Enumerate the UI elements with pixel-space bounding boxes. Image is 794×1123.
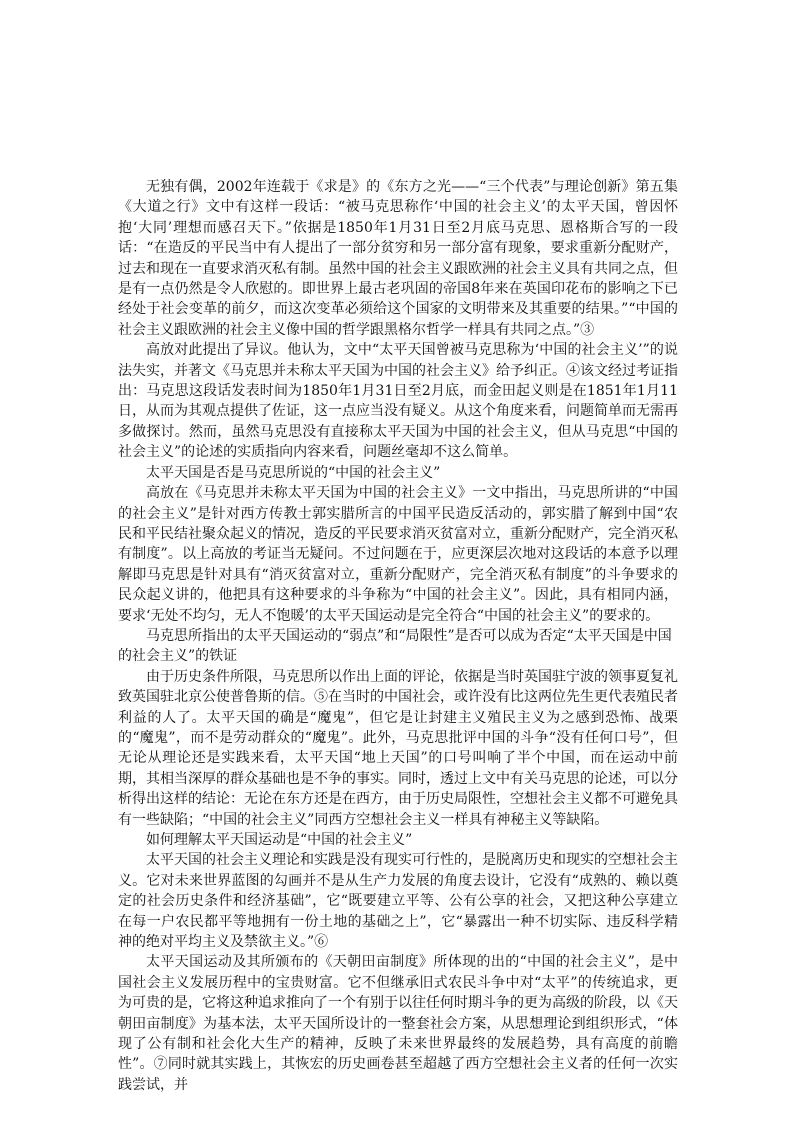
paragraph-section-2: 由于历史条件所限，马克思所以作出上面的评论，依据是当时英国驻宁波的领事夏复礼致英国驻北京公使普鲁斯的信。⑤在当时的中国社会，或许没有比这两位先生更代表殖民者利益的人了。太平天国的确是“魔鬼”，但它是让封建主义殖民主义为之感到恐怖、战栗的“魔鬼”，而不是劳动群众的“魔鬼”。此外，马克思批评中国的斗争“没有任何口号”，但无论从理论还是实践来看，太平天国“地上天国”的口号叫响了半个中国，而在运动中前期，其相当深厚的群众基础也是不争的事实。同时，透过上文中有关马克思的论述，可以分析得出这样的结论：无论在东方还是在西方，由于历史局限性，空想社会主义都不可避免具有一些缺陷；“中国的社会主义”同西方空想社会主义一样具有神秘主义等缺陷。: [118, 668, 678, 828]
document-page: [118, 177, 678, 1095]
section-heading-2: 马克思所指出的太平天国运动的“弱点”和“局限性”是否可以成为否定“太平天国是中国的社会主义”的铁证: [118, 627, 672, 665]
paragraph-section-3a: 太平天国的社会主义理论和实践是没有现实可行性的，是脱离历史和现实的空想社会主义。它对未来世界蓝图的勾画并不是从生产力发展的角度去设计，它没有“成熟的、赖以奠定的社会历史条件和经济基础”，它“既要建立平等、公有公享的社会，又把这种公享建立在每一户农民都平等地拥有一份土地的基础之上”，它“暴露出一种不切实际、违反科学精神的绝对平均主义及禁欲主义。”⑥: [118, 852, 678, 951]
paragraph-gao-fang-objection: 高放对此提出了异议。他认为，文中“太平天国曾被马克思称为‘中国的社会主义’”的说法失实，并著文《马克思并未称太平天国为中国的社会主义》给予纠正。④该文经过考证指出：马克思这段话发表时间为1850年1月31日至2月底，而金田起义则是在1851年1月11日，从而为其观点提供了佐证，这一点应当没有疑义。从这个角度来看，问题简单而无需再多做探讨。然而，虽然马克思没有直接称太平天国为中国的社会主义，但从马克思“中国的社会主义”的论述的实质指向内容来看，问题丝毫却不这么简单。: [118, 342, 678, 461]
section-heading-1: 太平天国是否是马克思所说的“中国的社会主义”: [146, 464, 441, 481]
section-heading-3: 如何理解太平天国运动是“中国的社会主义”: [146, 832, 413, 848]
paragraph-section-3b: 太平天国运动及其所颁布的《天朝田亩制度》所体现的出的“中国的社会主义”，是中国社会主义发展历程中的宝贵财富。它不但继承旧式农民斗争中对“太平”的传统追求，更为可贵的是，它将这种追求推向了一个有别于以往任何时期斗争的更为高级的阶段，以《天朝田亩制度》为基本法，太平天国所设计的一整套社会方案，从思想理论到组织形式，“体现了公有制和社会化大生产的精神，反映了未来世界最终的发展趋势，具有高度的前瞻性”。⑦同时就其实践上，其恢宏的历史画卷甚至超越了西方空想社会主义者的任何一次实践尝试，并: [118, 954, 678, 1093]
paragraph-section-1: 高放在《马克思并未称太平天国为中国的社会主义》一文中指出，马克思所讲的“中国的社会主义”是针对西方传教士郭实腊所言的中国平民造反活动的，郭实腊了解到中国“农民和平民结社聚众起义的情况，造反的平民要求消灭贫富对立，重新分配财产，完全消灭私有制度”。以上高放的考证当无疑问。不过问题在于，应更深层次地对这段话的本意予以理解即马克思是针对具有“消灭贫富对立，重新分配财产，完全消灭私有制度”的斗争要求的民众起义讲的，他把具有这种要求的斗争称为“中国的社会主义”。因此，具有相同内涵，要求‘无处不均匀，无人不饱暖’的太平天国运动是完全符合“中国的社会主义”的要求的。: [118, 485, 678, 624]
paragraph-intro-quote: 无独有偶，2002年连载于《求是》的《东方之光——“三个代表”与理论创新》第五集《大道之行》文中有这样一段话：“被马克思称作‘中国的社会主义’的太平天国，曾因怀抱‘大同’理想而感召天下。”依据是1850年1月31日至2月底马克思、恩格斯合写的一段话：“在造反的平民当中有人提出了一部分贫穷和另一部分富有现象，要求重新分配财产，过去和现在一直要求消灭私有制。虽然中国的社会主义跟欧洲的社会主义具有共同之点，但是有一点仍然是令人欣慰的。即世界上最古老巩固的帝国8年来在英国印花布的影响之下已经处于社会变革的前夕，而这次变革必须给这个国家的文明带来及其重要的结果。”“中国的社会主义跟欧洲的社会主义像中国的哲学跟黑格尔哲学一样具有共同之点。”③: [118, 179, 678, 338]
